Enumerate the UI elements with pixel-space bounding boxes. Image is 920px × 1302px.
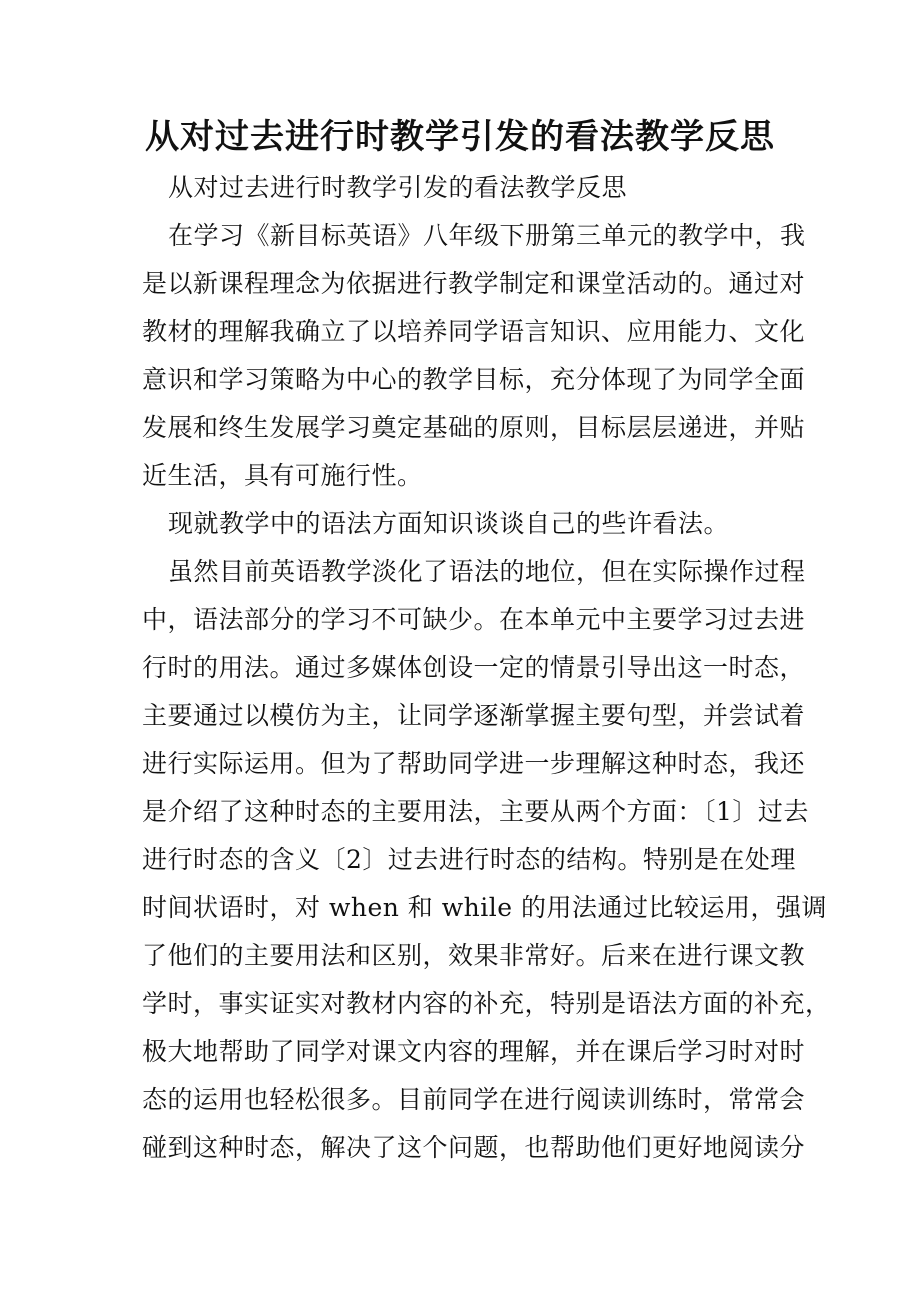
paragraph-line: 时间状语时，对 when 和 while 的用法通过比较运用，强调 bbox=[142, 893, 827, 922]
paragraph-line: 主要通过以模仿为主，让同学逐渐掌握主要句型，并尝试着 bbox=[142, 701, 806, 730]
paragraph-line: 教材的理解我确立了以培养同学语言知识、应用能力、文化 bbox=[142, 317, 806, 346]
paragraph-line: 学时，事实证实对教材内容的补充，特别是语法方面的补充， bbox=[142, 989, 831, 1018]
paragraph-line: 现就教学中的语法方面知识谈谈自己的些许看法。 bbox=[168, 509, 730, 538]
paragraph-line: 进行时态的含义〔2〕过去进行时态的结构。特别是在处理 bbox=[142, 845, 796, 874]
paragraph-line: 态的运用也轻松很多。目前同学在进行阅读训练时，常常会 bbox=[142, 1085, 806, 1114]
document-body bbox=[142, 164, 831, 1172]
paragraph-line: 极大地帮助了同学对课文内容的理解，并在课后学习时对时 bbox=[142, 1037, 806, 1066]
paragraph-line: 虽然目前英语教学淡化了语法的地位，但在实际操作过程 bbox=[168, 557, 806, 586]
paragraph-line: 意识和学习策略为中心的教学目标，充分体现了为同学全面 bbox=[142, 365, 806, 394]
paragraph-line: 中，语法部分的学习不可缺少。在本单元中主要学习过去进 bbox=[142, 605, 806, 634]
paragraph-line: 是介绍了这种时态的主要用法，主要从两个方面：〔1〕过去 bbox=[142, 797, 809, 826]
document-title: 从对过去进行时教学引发的看法教学反思 bbox=[145, 117, 775, 157]
paragraph-line: 在学习《新目标英语》八年级下册第三单元的教学中，我 bbox=[168, 221, 806, 250]
paragraph-line: 发展和终生发展学习奠定基础的原则，目标层层递进，并贴 bbox=[142, 413, 806, 442]
paragraph-line: 进行实际运用。但为了帮助同学进一步理解这种时态，我还 bbox=[142, 749, 806, 778]
paragraph-line: 了他们的主要用法和区别，效果非常好。后来在进行课文教 bbox=[142, 941, 806, 970]
paragraph-line: 近生活，具有可施行性。 bbox=[142, 461, 423, 490]
paragraph-line: 碰到这种时态，解决了这个问题，也帮助他们更好地阅读分 bbox=[142, 1133, 806, 1162]
paragraph-line: 行时的用法。通过多媒体创设一定的情景引导出这一时态， bbox=[142, 653, 806, 682]
subtitle-line: 从对过去进行时教学引发的看法教学反思 bbox=[168, 173, 628, 202]
paragraph-line: 是以新课程理念为依据进行教学制定和课堂活动的。通过对 bbox=[142, 269, 806, 298]
